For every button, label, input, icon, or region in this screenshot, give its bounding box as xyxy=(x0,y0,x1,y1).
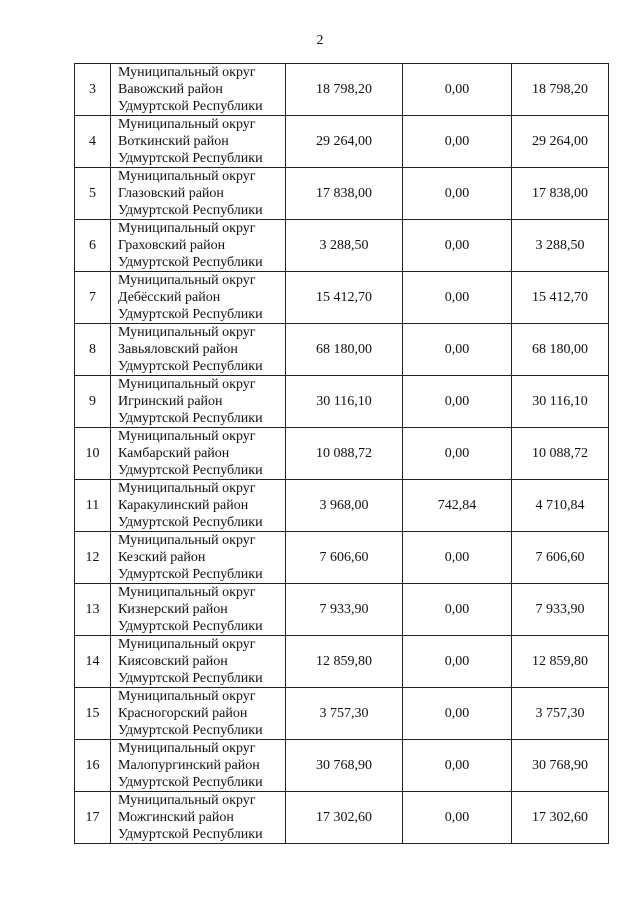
amount-cell-2: 0,00 xyxy=(403,220,512,272)
municipality-name-line: Кизнерский район xyxy=(118,602,228,617)
amount-cell-1: 3 288,50 xyxy=(286,220,403,272)
amount-cell-1: 68 180,00 xyxy=(286,324,403,376)
table-row xyxy=(75,428,609,480)
amount-cell-2: 0,00 xyxy=(403,428,512,480)
table-row xyxy=(75,116,609,168)
row-number-cell: 9 xyxy=(75,376,111,428)
municipality-name-line: Глазовский район xyxy=(118,186,224,201)
amount-cell-3: 10 088,72 xyxy=(512,428,609,480)
amount-cell-2: 0,00 xyxy=(403,740,512,792)
municipality-name-cell xyxy=(111,688,286,740)
amount-cell-2: 0,00 xyxy=(403,792,512,844)
municipality-name-line: Можгинский район xyxy=(118,810,234,825)
table-row xyxy=(75,168,609,220)
municipality-name-line: Удмуртской Республики xyxy=(118,515,263,530)
amount-cell-3: 7 933,90 xyxy=(512,584,609,636)
municipality-name-line: Удмуртской Республики xyxy=(118,99,263,114)
table-row xyxy=(75,636,609,688)
amount-cell-3: 15 412,70 xyxy=(512,272,609,324)
row-number-cell: 3 xyxy=(75,64,111,116)
municipality-name-cell xyxy=(111,584,286,636)
municipality-name-line: Муниципальный округ xyxy=(118,689,256,704)
table-row xyxy=(75,220,609,272)
row-number-cell: 4 xyxy=(75,116,111,168)
municipality-name-line: Муниципальный округ xyxy=(118,481,256,496)
row-number-cell: 13 xyxy=(75,584,111,636)
municipality-name-cell xyxy=(111,64,286,116)
amount-cell-1: 7 933,90 xyxy=(286,584,403,636)
table-row xyxy=(75,792,609,844)
municipality-name-line: Муниципальный округ xyxy=(118,117,256,132)
table-row xyxy=(75,688,609,740)
municipality-name-line: Красногорский район xyxy=(118,706,248,721)
municipality-name-line: Удмуртской Республики xyxy=(118,307,263,322)
row-number-cell: 11 xyxy=(75,480,111,532)
municipality-name-line: Удмуртской Республики xyxy=(118,203,263,218)
amount-cell-3: 12 859,80 xyxy=(512,636,609,688)
row-number-cell: 15 xyxy=(75,688,111,740)
amount-cell-2: 0,00 xyxy=(403,376,512,428)
municipality-name-line: Муниципальный округ xyxy=(118,221,256,236)
municipality-name-line: Муниципальный округ xyxy=(118,325,256,340)
amount-cell-1: 7 606,60 xyxy=(286,532,403,584)
row-number-cell: 14 xyxy=(75,636,111,688)
amount-cell-1: 18 798,20 xyxy=(286,64,403,116)
municipality-name-cell xyxy=(111,532,286,584)
table-row xyxy=(75,480,609,532)
municipality-name-line: Удмуртской Республики xyxy=(118,619,263,634)
amount-cell-3: 29 264,00 xyxy=(512,116,609,168)
municipality-name-line: Удмуртской Республики xyxy=(118,671,263,686)
municipality-name-cell xyxy=(111,220,286,272)
table-row xyxy=(75,532,609,584)
amount-cell-2: 0,00 xyxy=(403,64,512,116)
amount-cell-3: 4 710,84 xyxy=(512,480,609,532)
municipality-name-line: Удмуртской Республики xyxy=(118,827,263,842)
municipality-name-cell xyxy=(111,272,286,324)
municipality-name-cell xyxy=(111,324,286,376)
municipality-name-line: Удмуртской Республики xyxy=(118,359,263,374)
municipality-name-line: Муниципальный округ xyxy=(118,429,256,444)
amount-cell-2: 0,00 xyxy=(403,168,512,220)
municipality-name-line: Муниципальный округ xyxy=(118,533,256,548)
municipality-name-line: Игринский район xyxy=(118,394,223,409)
amount-cell-2: 0,00 xyxy=(403,532,512,584)
table-body xyxy=(75,64,609,844)
amount-cell-2: 0,00 xyxy=(403,584,512,636)
amount-cell-2: 0,00 xyxy=(403,116,512,168)
municipality-name-cell xyxy=(111,376,286,428)
municipality-name-line: Муниципальный округ xyxy=(118,585,256,600)
municipality-name-line: Удмуртской Республики xyxy=(118,775,263,790)
municipality-name-line: Муниципальный округ xyxy=(118,637,256,652)
municipality-name-cell xyxy=(111,636,286,688)
municipality-name-cell xyxy=(111,792,286,844)
amount-cell-1: 30 768,90 xyxy=(286,740,403,792)
municipality-name-line: Удмуртской Республики xyxy=(118,151,263,166)
municipality-name-line: Киясовский район xyxy=(118,654,228,669)
amount-cell-3: 30 768,90 xyxy=(512,740,609,792)
municipality-name-line: Вавожский район xyxy=(118,82,223,97)
municipality-name-line: Удмуртской Республики xyxy=(118,411,263,426)
amount-cell-1: 30 116,10 xyxy=(286,376,403,428)
row-number-cell: 8 xyxy=(75,324,111,376)
row-number-cell: 6 xyxy=(75,220,111,272)
table-row xyxy=(75,272,609,324)
amount-cell-1: 15 412,70 xyxy=(286,272,403,324)
row-number-cell: 12 xyxy=(75,532,111,584)
row-number-cell: 7 xyxy=(75,272,111,324)
municipality-name-cell xyxy=(111,740,286,792)
amount-cell-1: 3 757,30 xyxy=(286,688,403,740)
table-row xyxy=(75,376,609,428)
municipality-name-line: Кезский район xyxy=(118,550,206,565)
amount-cell-3: 3 757,30 xyxy=(512,688,609,740)
municipality-name-line: Каракулинский район xyxy=(118,498,249,513)
amount-cell-2: 0,00 xyxy=(403,324,512,376)
row-number-cell: 17 xyxy=(75,792,111,844)
table-row xyxy=(75,64,609,116)
amount-cell-3: 68 180,00 xyxy=(512,324,609,376)
municipality-name-line: Воткинский район xyxy=(118,134,229,149)
row-number-cell: 16 xyxy=(75,740,111,792)
amount-cell-1: 10 088,72 xyxy=(286,428,403,480)
budget-table xyxy=(74,63,609,844)
municipality-name-line: Граховский район xyxy=(118,238,226,253)
row-number-cell: 5 xyxy=(75,168,111,220)
municipality-name-line: Муниципальный округ xyxy=(118,377,256,392)
amount-cell-3: 17 838,00 xyxy=(512,168,609,220)
municipality-name-line: Муниципальный округ xyxy=(118,169,256,184)
amount-cell-2: 0,00 xyxy=(403,688,512,740)
amount-cell-3: 30 116,10 xyxy=(512,376,609,428)
amount-cell-2: 742,84 xyxy=(403,480,512,532)
municipality-name-line: Удмуртской Республики xyxy=(118,567,263,582)
municipality-name-cell xyxy=(111,116,286,168)
municipality-name-cell xyxy=(111,428,286,480)
amount-cell-1: 17 838,00 xyxy=(286,168,403,220)
municipality-name-line: Дебёсский район xyxy=(118,290,221,305)
municipality-name-line: Удмуртской Республики xyxy=(118,463,263,478)
table-row xyxy=(75,324,609,376)
municipality-name-line: Муниципальный округ xyxy=(118,65,256,80)
amount-cell-1: 29 264,00 xyxy=(286,116,403,168)
row-number-cell: 10 xyxy=(75,428,111,480)
municipality-name-line: Муниципальный округ xyxy=(118,741,256,756)
amount-cell-1: 3 968,00 xyxy=(286,480,403,532)
municipality-name-line: Малопургинский район xyxy=(118,758,260,773)
amount-cell-3: 7 606,60 xyxy=(512,532,609,584)
amount-cell-1: 12 859,80 xyxy=(286,636,403,688)
municipality-name-line: Муниципальный округ xyxy=(118,273,256,288)
municipality-name-cell xyxy=(111,168,286,220)
amount-cell-2: 0,00 xyxy=(403,636,512,688)
municipality-name-line: Удмуртской Республики xyxy=(118,723,263,738)
municipality-name-line: Завьяловский район xyxy=(118,342,238,357)
amount-cell-1: 17 302,60 xyxy=(286,792,403,844)
municipality-name-cell xyxy=(111,480,286,532)
amount-cell-2: 0,00 xyxy=(403,272,512,324)
amount-cell-3: 18 798,20 xyxy=(512,64,609,116)
table-row xyxy=(75,584,609,636)
municipality-name-line: Удмуртской Республики xyxy=(118,255,263,270)
table-row xyxy=(75,740,609,792)
amount-cell-3: 17 302,60 xyxy=(512,792,609,844)
municipality-name-line: Муниципальный округ xyxy=(118,793,256,808)
page-number: 2 xyxy=(316,33,324,48)
municipality-name-line: Камбарский район xyxy=(118,446,230,461)
amount-cell-3: 3 288,50 xyxy=(512,220,609,272)
